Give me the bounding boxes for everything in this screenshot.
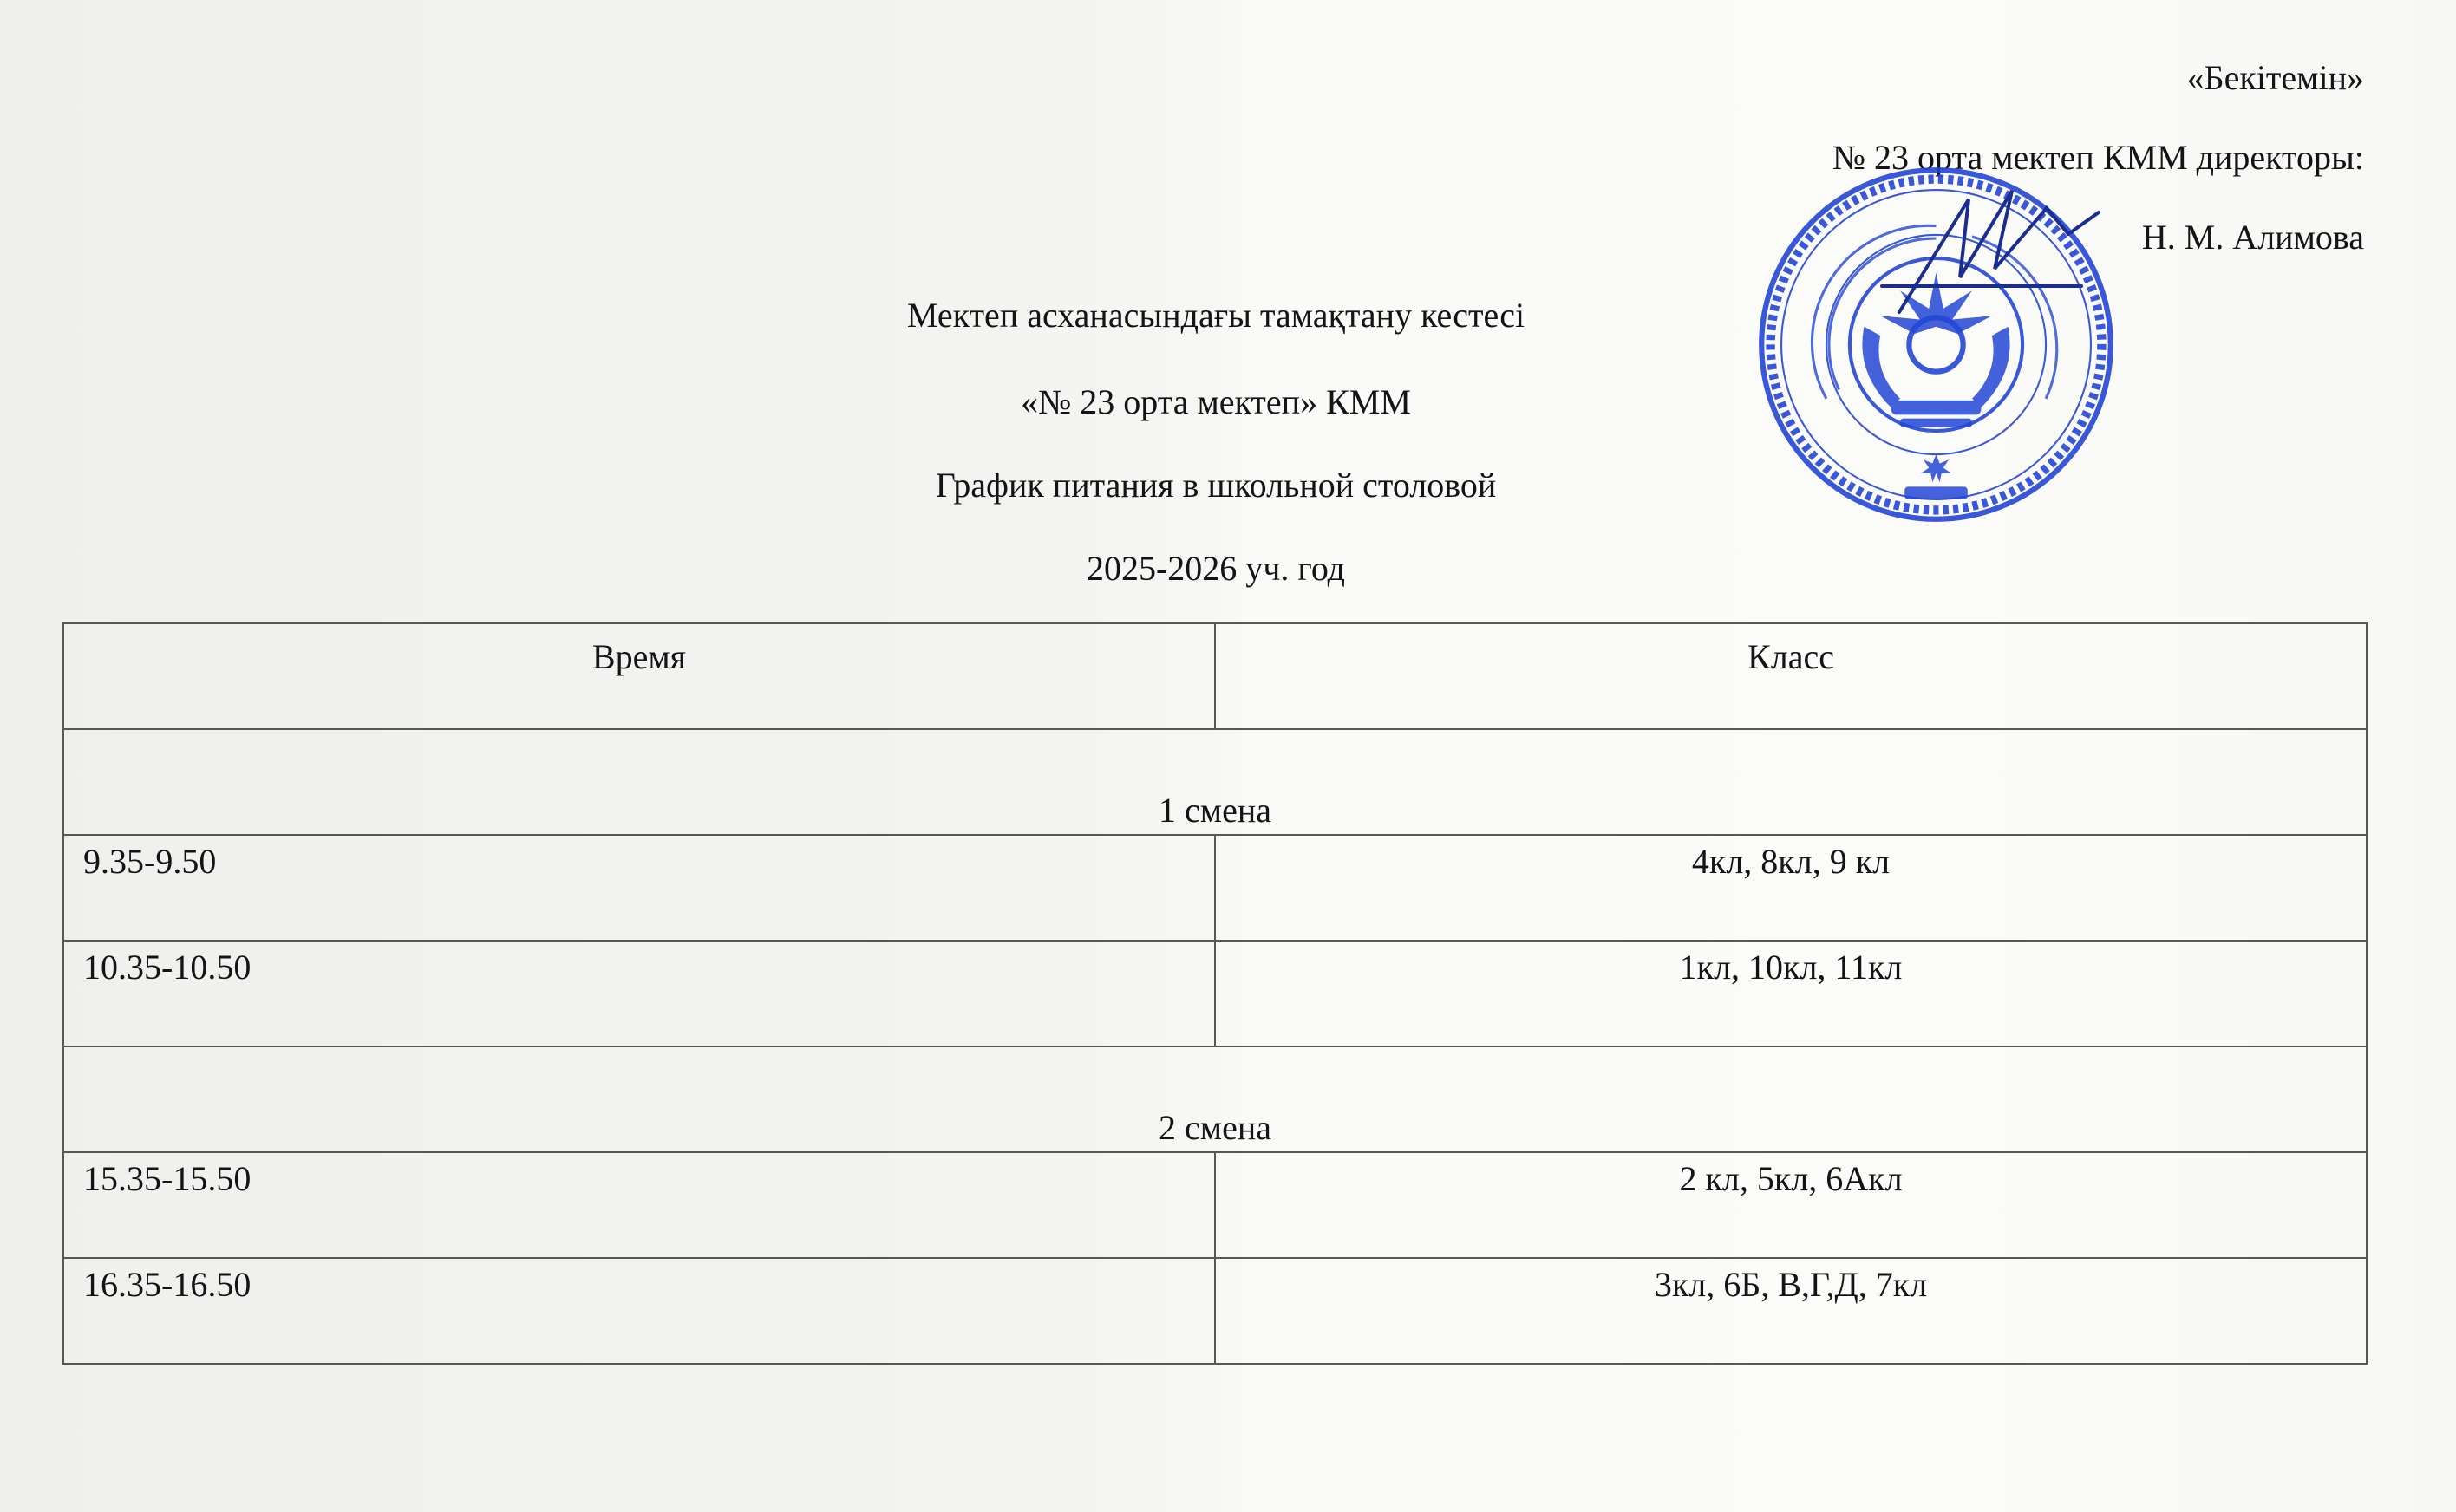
title-school: «№ 23 орта мектеп» КММ bbox=[1021, 382, 1411, 421]
approval-label: «Бекітемін» bbox=[2186, 58, 2364, 97]
shift-label: 2 смена bbox=[63, 1046, 2367, 1152]
table-row bbox=[63, 1152, 2367, 1258]
table-row bbox=[63, 835, 2367, 941]
approval-signatory: Н. М. Алимова bbox=[2141, 218, 2364, 257]
time-cell: 16.35-16.50 bbox=[63, 1258, 1215, 1364]
time-cell: 15.35-15.50 bbox=[63, 1152, 1215, 1258]
approval-position: № 23 орта мектеп КММ директоры: bbox=[1832, 138, 2364, 177]
class-cell: 1кл, 10кл, 11кл bbox=[1215, 941, 2367, 1046]
time-cell: 10.35-10.50 bbox=[63, 941, 1215, 1046]
table-header-row bbox=[63, 623, 2367, 729]
meal-schedule-table bbox=[62, 622, 2368, 1365]
time-cell: 9.35-9.50 bbox=[63, 835, 1215, 941]
class-cell: 2 кл, 5кл, 6Акл bbox=[1215, 1152, 2367, 1258]
shift-label: 1 смена bbox=[63, 729, 2367, 835]
table-row bbox=[63, 1258, 2367, 1364]
table-row bbox=[63, 941, 2367, 1046]
shift-row bbox=[63, 729, 2367, 835]
shift-row bbox=[63, 1046, 2367, 1152]
class-cell: 3кл, 6Б, В,Г,Д, 7кл bbox=[1215, 1258, 2367, 1364]
title-year: 2025-2026 уч. год bbox=[1086, 549, 1346, 588]
class-cell: 4кл, 8кл, 9 кл bbox=[1215, 835, 2367, 941]
header-time: Время bbox=[63, 623, 1215, 729]
header-class: Класс bbox=[1215, 623, 2367, 729]
title-russian: График питания в школьной столовой bbox=[935, 466, 1497, 505]
title-kazakh: Мектеп асханасындағы тамақтану кестесі bbox=[906, 296, 1525, 335]
